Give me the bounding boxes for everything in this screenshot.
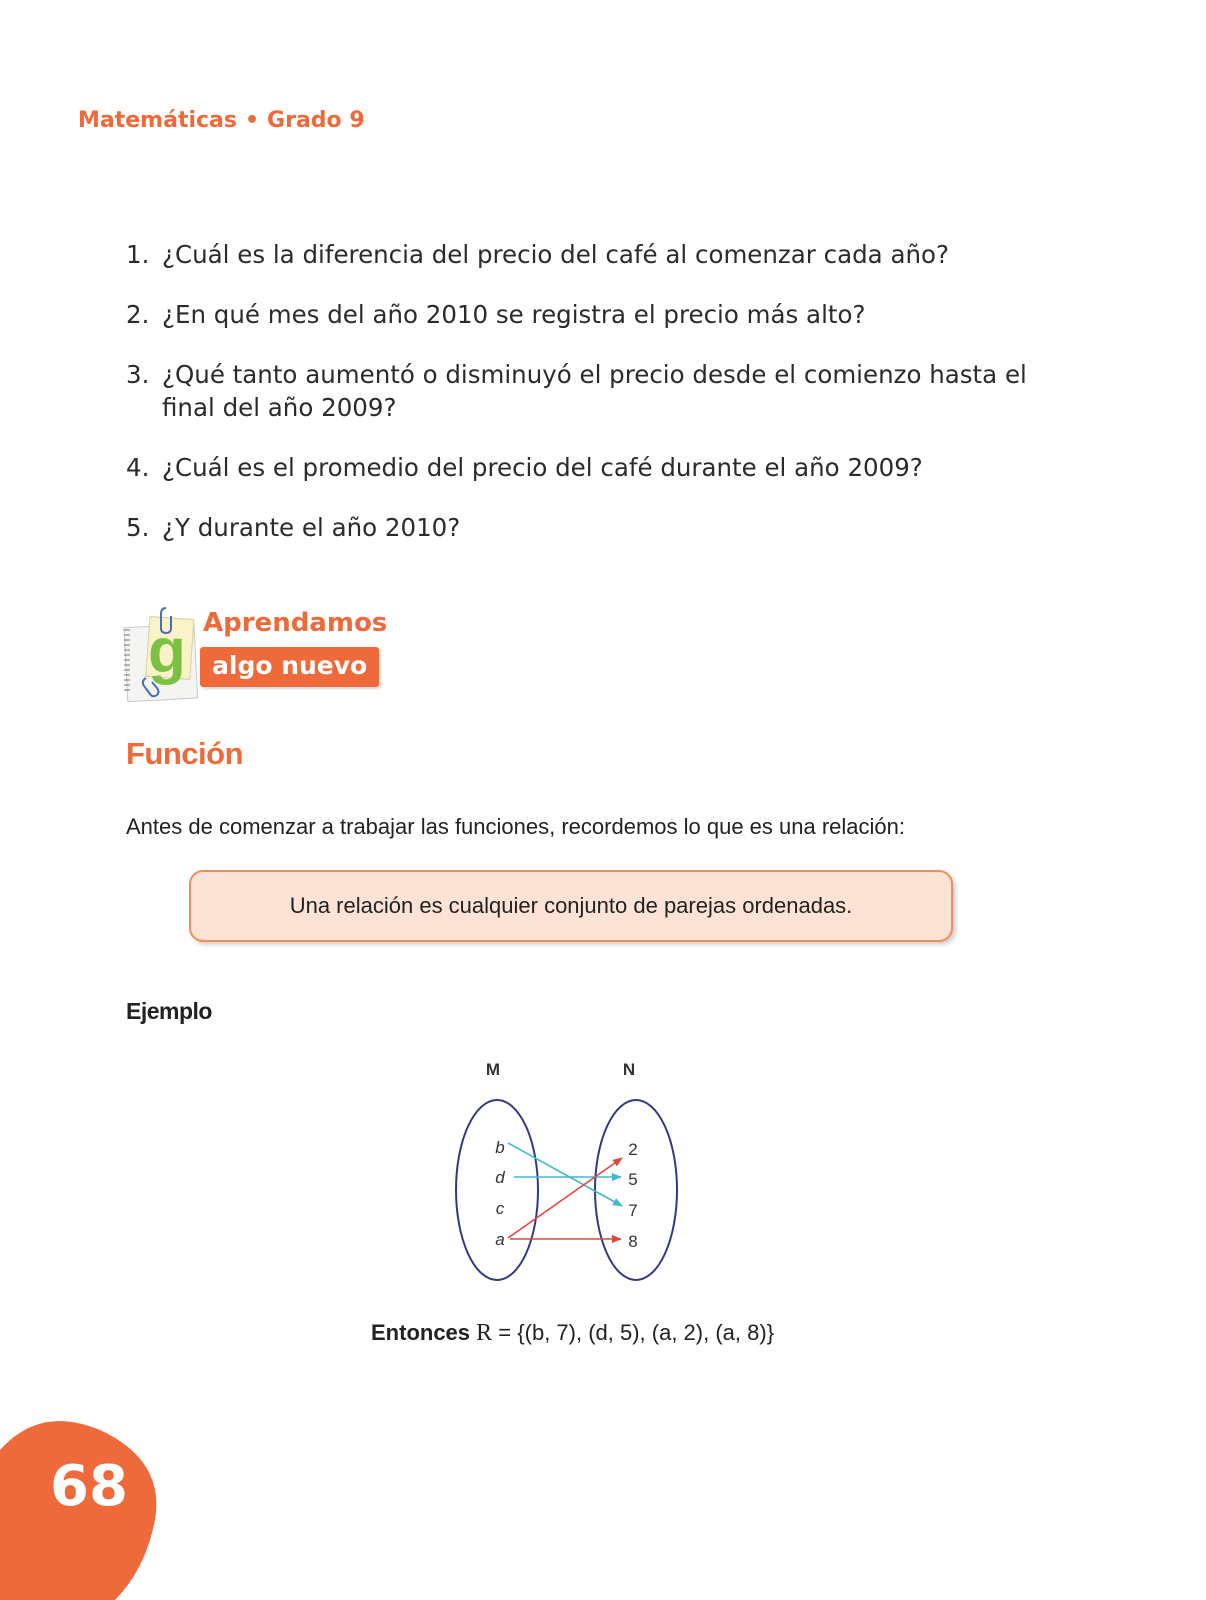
header-grade: Grado 9: [267, 108, 365, 133]
intro-text: Antes de comenzar a trabajar las funciones, recordemos lo que es una relación:: [126, 814, 905, 839]
question-item: [126, 358, 1056, 424]
relation-arrow-a-2: [508, 1158, 622, 1238]
badge-subtitle: algo nuevo: [200, 647, 379, 687]
set-n-label: N: [622, 1060, 636, 1079]
relation-diagram: [440, 1050, 700, 1290]
set-m-label: M: [485, 1060, 501, 1079]
n-element: 2: [628, 1140, 638, 1159]
n-element: 8: [628, 1232, 638, 1251]
conclusion-line: [371, 1320, 774, 1347]
question-number: 3.: [126, 360, 150, 389]
m-element: b: [495, 1138, 505, 1157]
conclusion-word: Entonces: [371, 1320, 471, 1345]
page-number: 68: [50, 1454, 128, 1519]
n-element: 5: [628, 1170, 638, 1189]
relation-set: {(b, 7), (d, 5), (a, 2), (a, 8)}: [517, 1320, 775, 1345]
equals-sign: =: [498, 1320, 512, 1345]
page-header: [78, 108, 365, 133]
question-number: 2.: [126, 300, 150, 329]
definition-text: Una relación es cualquier conjunto de parejas ordenadas.: [289, 893, 853, 918]
section-title: Función: [126, 736, 244, 771]
question-number: 4.: [126, 453, 150, 482]
question-text: ¿En qué mes del año 2010 se registra el precio más alto?: [162, 300, 866, 329]
question-list: [126, 238, 1056, 571]
question-number: 5.: [126, 513, 150, 542]
question-item: [126, 298, 1056, 331]
m-element: c: [495, 1199, 505, 1218]
question-number: 1.: [126, 240, 150, 269]
logo-letter: g: [148, 617, 186, 686]
set-m-ellipse: [456, 1100, 538, 1280]
m-element: a: [495, 1230, 505, 1249]
set-n-ellipse: [595, 1100, 677, 1280]
question-item: [126, 511, 1056, 544]
n-element: 7: [628, 1201, 638, 1220]
question-item: [126, 451, 1056, 484]
definition-box: [189, 870, 953, 942]
header-subject: Matemáticas: [78, 108, 237, 133]
question-text: ¿Qué tanto aumentó o disminuyó el precio desde el comienzo hasta el final del año 2009?: [162, 360, 1027, 422]
question-text: ¿Cuál es la diferencia del precio del café al comenzar cada año?: [162, 240, 950, 269]
m-element: d: [495, 1168, 505, 1187]
badge-title: Aprendamos: [203, 608, 388, 638]
question-text: ¿Cuál es el promedio del precio del café durante el año 2009?: [162, 453, 923, 482]
question-item: [126, 238, 1056, 271]
question-text: ¿Y durante el año 2010?: [162, 513, 461, 542]
relation-arrow-b-7: [508, 1143, 622, 1206]
header-separator: •: [244, 108, 260, 133]
relation-symbol: R: [476, 1320, 493, 1346]
example-label: Ejemplo: [126, 998, 212, 1024]
